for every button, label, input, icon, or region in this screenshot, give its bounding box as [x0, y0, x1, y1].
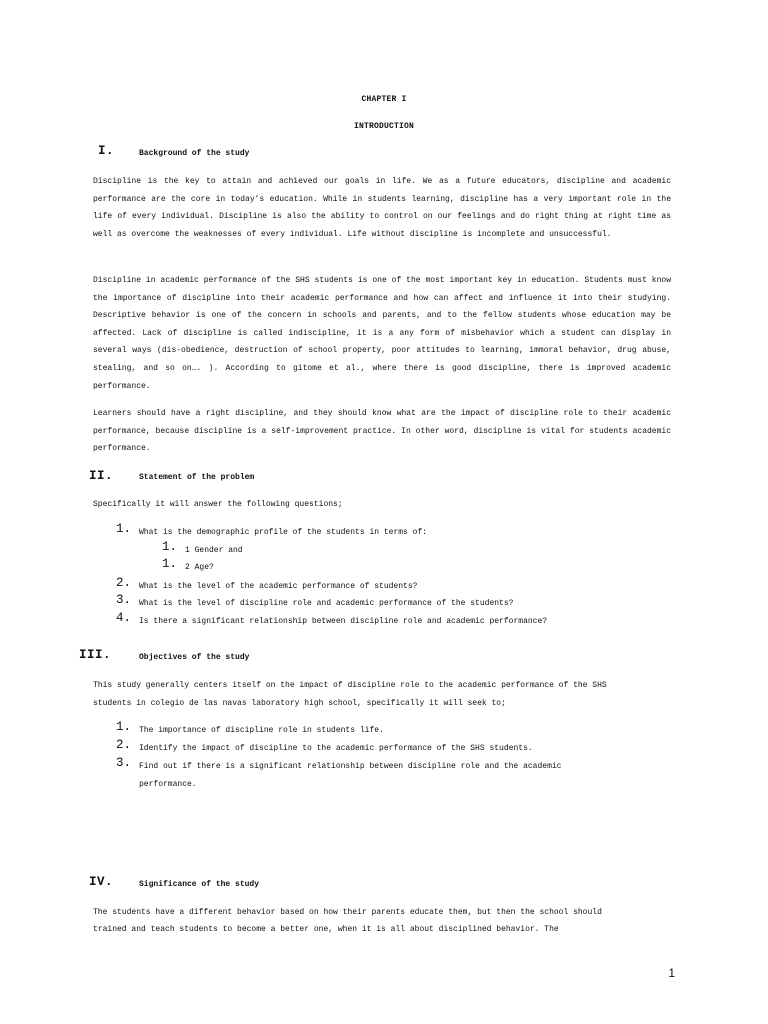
objective-item-1-number: 1.	[116, 720, 132, 734]
problem-subitem-1-text: 1 Gender and	[185, 546, 243, 555]
section-4-number: IV.	[89, 875, 114, 889]
problem-item-1-text: What is the demographic profile of the students in terms of:	[139, 528, 428, 537]
problem-subitem-2-number: 1.	[162, 557, 178, 571]
section-2-title: Statement of the problem	[139, 473, 255, 482]
paragraph-background-1: Discipline is the key to attain and achieved our goals in life. We as a future educators, discipline and academic performance are the core in today’s education. While in students learning, discipline has a very important role in the life of every individual. Discipline is also the ability to control on our feelings and do right thing at right time as well as overcome the weaknesses of every individual. Life without discipline is incomplete and unsuccessful.	[93, 177, 671, 239]
paragraph-background-3: Learners should have a right discipline, and they should know what are the impact of discipline role to their academic performance, because discipline is a self-improvement practice. In other word, discipline is vital for students academic performance.	[93, 409, 671, 454]
section-3-title: Objectives of the study	[139, 653, 250, 662]
problem-item-2-number: 2.	[116, 576, 132, 590]
problem-item-4-text: Is there a significant relationship between discipline role and academic performance?	[139, 617, 548, 626]
page-number: 1	[668, 966, 675, 980]
section-2-number: II.	[89, 469, 114, 483]
section-4-title: Significance of the study	[139, 880, 260, 889]
problem-item-3-number: 3.	[116, 593, 132, 607]
problem-item-4-number: 4.	[116, 611, 132, 625]
significance-line-2: trained and teach students to become a better one, when it is all about disciplined behavior. The	[93, 925, 559, 934]
problem-subitem-1-number: 1.	[162, 540, 178, 554]
paragraph-background-2: Discipline in academic performance of the SHS students is one of the most important key in education. Students must know the importance of discipline into their academic performance and how can affect and influence it into their studying. Descriptive behavior is one of the concern in schools and parents, and to the fellow students whose education may be affected. Lack of discipline is called indiscipline, it is a any form of misbehavior which a student can display in several ways (dis-obedience, destruction of school property, poor attitudes to learning, immoral behavior, drug abuse, stealing, and so on…. ). According to gitome et al., where there is good discipline, there is improved academic performance.	[93, 276, 671, 391]
problem-subitem-2-text: 2 Age?	[185, 563, 214, 572]
objective-item-2-text: Identify the impact of discipline to the academic performance of the SHS students.	[139, 744, 533, 753]
objectives-intro-line-2: students in colegio de las navas laboratory high school, specifically it will seek to;	[93, 699, 506, 708]
section-3-number: III.	[79, 648, 112, 662]
section-1-number: I.	[98, 144, 115, 158]
problem-item-3-text: What is the level of discipline role and academic performance of the students?	[139, 599, 514, 608]
objective-item-2-number: 2.	[116, 738, 132, 752]
problem-item-2-text: What is the level of the academic performance of students?	[139, 582, 418, 591]
problem-intro: Specifically it will answer the following questions;	[93, 500, 343, 509]
objective-item-1-text: The importance of discipline role in students life.	[139, 726, 384, 735]
objectives-intro-line-1: This study generally centers itself on the impact of discipline role to the academic performance of the SHS	[93, 681, 607, 690]
problem-item-1-number: 1.	[116, 522, 132, 536]
objective-item-3-text: Find out if there is a significant relationship between discipline role and the academic	[139, 762, 562, 771]
chapter-heading: INTRODUCTION	[353, 122, 414, 131]
chapter-label: CHAPTER I	[361, 95, 407, 104]
objective-item-3-continuation: performance.	[139, 780, 197, 789]
significance-line-1: The students have a different behavior based on how their parents educate them, but then the school should	[93, 908, 602, 917]
objective-item-3-number: 3.	[116, 756, 132, 770]
section-1-title: Background of the study	[139, 149, 250, 158]
